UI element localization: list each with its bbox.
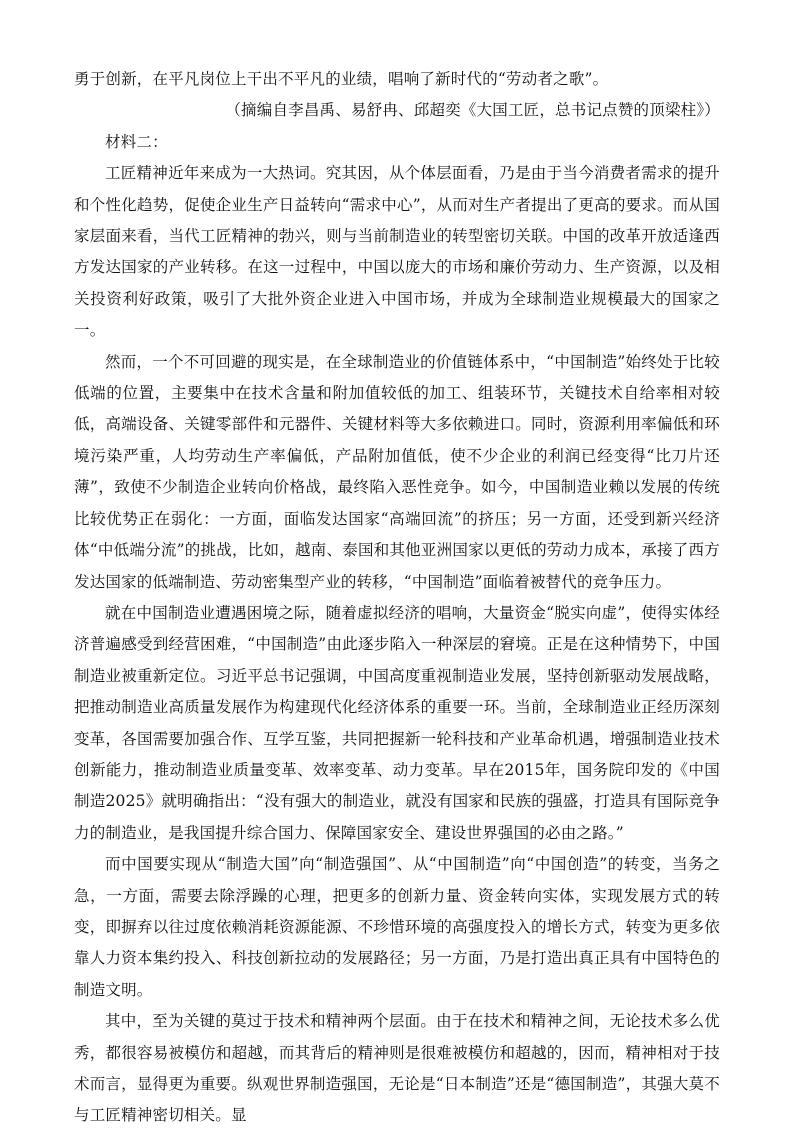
section-label: 材料二： bbox=[105, 132, 168, 151]
document-body bbox=[74, 64, 720, 1132]
paragraph: 而中国要实现从“制造大国”向“制造强国”、从“中国制造”向“中国创造”的转变，当务之急，一方面，需要去除浮躁的心理，把更多的创新力量、资金转向实体，实现发展方式的转变，即摒弃以往过度依赖消耗资源能源、不珍惜环境的高强度投入的增长方式，转变为更多依靠人力资本集约投入、科技创新拉动的发展路径；另一方面，乃是打造出真正具有中国特色的制造文明。 bbox=[74, 855, 720, 999]
carry-over-paragraph: 勇于创新，在平凡岗位上干出不平凡的业绩，唱响了新时代的“劳动者之歌”。 bbox=[74, 70, 609, 88]
paragraph: 然而，一个不可回避的现实是，在全球制造业的价值链体系中，“中国制造”始终处于比较低端的位置，主要集中在技术含量和附加值较低的加工、组装环节，关键技术自给率相对较低，高端设备、关键零部件和元器件、关键材料等大多依赖进口。同时，资源利用率偏低和环境污染严重，人均劳动生产率偏低，产品附加值低，使不少企业的利润已经变得“比刀片还薄”，致使不少制造企业转向价格战，最终陷入恶性竞争。如今，中国制造业赖以发展的传统比较优势正在弱化：一方面，面临发达国家“高端回流”的挤压；另一方面，还受到新兴经济体“中低端分流”的挑战，比如，越南、泰国和其他亚洲国家以更低的劳动力成本，承接了西方发达国家的低端制造、劳动密集型产业的转移，“中国制造”面临着被替代的竞争压力。 bbox=[74, 352, 720, 591]
paragraph: 其中，至为关键的莫过于技术和精神两个层面。由于在技术和精神之间，无论技术多么优秀，都很容易被模仿和超越，而其背后的精神则是很难被模仿和超越的，因而，精神相对于技术而言，显得更为重要。纵观世界制造强国，无论是“日本制造”还是“德国制造”，其强大莫不与工匠精神密切相关。显 bbox=[74, 1012, 720, 1125]
paragraph: 就在中国制造业遭遇困境之际，随着虚拟经济的唱响，大量资金“脱实向虚”，使得实体经济普遍感受到经营困难，“中国制造”由此逐步陷入一种深层的窘境。正是在这种情势下，中国制造业被重新定位。习近平总书记强调，中国高度重视制造业发展，坚持创新驱动发展战略，把推动制造业高质量发展作为构建现代化经济体系的重要一环。当前，全球制造业正经历深刻变革，各国需要加强合作、互学互鉴，共同把握新一轮科技和产业革命机遇，增强制造业技术创新能力，推动制造业质量变革、效率变革、动力变革。早在2015年，国务院印发的《中国制造2025》就明确指出：“没有强大的制造业，就没有国家和民族的强盛，打造具有国际竞争力的制造业，是我国提升综合国力、保障国家安全、建设世界强国的必由之路。” bbox=[74, 603, 720, 842]
source-citation: （摘编自李昌禹、易舒冉、邱超奕《大国工匠，总书记点赞的顶梁柱》） bbox=[225, 101, 720, 120]
paragraph: 工匠精神近年来成为一大热词。究其因，从个体层面看，乃是由于当今消费者需求的提升和个性化趋势，促使企业生产日益转向“需求中心”，从而对生产者提出了更高的要求。而从国家层面来看，当代工匠精神的勃兴，则与当前制造业的转型密切关联。中国的改革开放适逢西方发达国家的产业转移。在这一过程中，中国以庞大的市场和廉价劳动力、生产资源，以及相关投资利好政策，吸引了大批外资企业进入中国市场，并成为全球制造业规模最大的国家之一。 bbox=[74, 164, 720, 340]
